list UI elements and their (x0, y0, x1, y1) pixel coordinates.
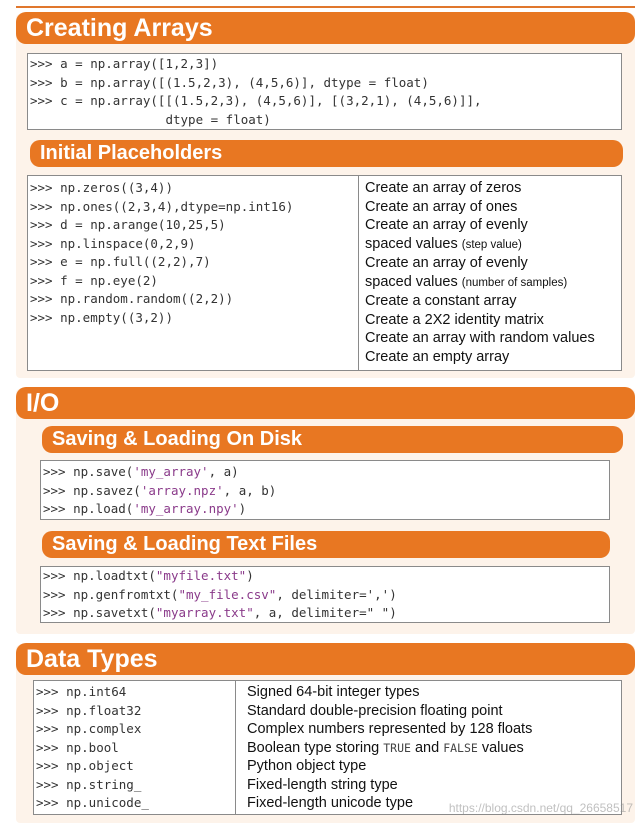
desc-complex: Complex numbers represented by 128 floats (247, 721, 533, 737)
code-line: >>> np.int64 (36, 684, 127, 699)
code-line-load (43, 500, 609, 519)
desc-arange: Create an array of evenly (365, 217, 528, 233)
desc-empty: Create an empty array (365, 348, 510, 365)
string-literal: 'my_array' (133, 464, 209, 479)
code-line: >>> np.string_ (36, 776, 142, 792)
disk-header: Saving & Loading On Disk (42, 426, 623, 453)
desc-float32: Standard double-precision floating point (247, 702, 503, 719)
desc-random: Create an array with random values (365, 330, 595, 346)
string-literal: "myfile.txt" (155, 568, 247, 583)
code-text: , a, delimiter=" ") (253, 605, 397, 620)
column-divider (358, 176, 359, 370)
code-line-loadtxt (43, 567, 609, 586)
desc-bool-false: FALSE (443, 740, 478, 755)
desc-int64: Signed 64-bit integer types (247, 684, 420, 700)
code-text: >>> np.save( (43, 464, 134, 479)
initial-placeholders-header: Initial Placeholders (30, 140, 623, 167)
desc-bool-values: values (481, 739, 524, 756)
desc-arange-cont (365, 235, 595, 255)
code-text: ) (238, 501, 247, 516)
code-line: >>> f = np.eye(2) (30, 272, 158, 288)
desc-unicode: Fixed-length unicode type (247, 795, 414, 811)
string-literal: "myarray.txt" (155, 605, 254, 620)
desc-linspace-note: (number of samples) (461, 276, 568, 289)
code-line-save (43, 463, 609, 482)
desc-arange-note: (step value) (461, 238, 522, 251)
code-line: >>> d = np.arange(10,25,5) (30, 217, 226, 232)
code-line-savetxt (43, 604, 609, 623)
desc-full: Create a constant array (365, 293, 517, 309)
desc-linspace-text: spaced values (365, 273, 458, 290)
desc-bool-true: TRUE (383, 740, 411, 755)
code-line: >>> np.random.random((2,2)) (30, 291, 234, 306)
desc-bool (247, 739, 532, 758)
text-files-header: Saving & Loading Text Files (42, 531, 610, 558)
code-text: ) (246, 568, 254, 583)
code-line: >>> a = np.array([1,2,3]) (30, 56, 219, 71)
column-divider (235, 681, 236, 814)
string-literal: "my_file.csv" (178, 586, 277, 602)
code-line: >>> e = np.full((2,2),7) (30, 254, 211, 269)
text-files-code-box (40, 566, 610, 623)
data-types-table (33, 680, 622, 815)
desc-bool-and: and (414, 739, 440, 756)
code-text: >>> np.genfromtxt( (43, 586, 179, 602)
code-line: >>> np.object (36, 758, 134, 773)
code-text: >>> np.load( (43, 501, 134, 516)
data-types-desc-column (247, 683, 532, 813)
code-line: >>> np.zeros((3,4)) (30, 180, 173, 195)
data-types-header: Data Types (16, 643, 635, 675)
code-text: >>> np.savez( (43, 482, 141, 498)
desc-ones: Create an array of ones (365, 198, 518, 215)
string-literal: 'my_array.npy' (133, 501, 239, 516)
code-line: dtype = float) (30, 111, 271, 127)
desc-bool-text: Boolean type storing (247, 739, 380, 756)
desc-linspace-cont (365, 273, 595, 293)
desc-string: Fixed-length string type (247, 776, 398, 793)
code-line-genfromtxt (43, 586, 609, 605)
code-line: >>> np.unicode_ (36, 795, 149, 810)
code-line: >>> np.empty((3,2)) (30, 309, 173, 325)
desc-eye: Create a 2X2 identity matrix (365, 311, 544, 328)
code-text: >>> np.loadtxt( (43, 568, 156, 583)
code-text: , a) (208, 464, 239, 479)
code-text: >>> np.savetxt( (43, 605, 156, 620)
code-line: >>> np.float32 (36, 702, 142, 718)
desc-zeros: Create an array of zeros (365, 180, 522, 196)
code-line: >>> np.ones((2,3,4),dtype=np.int16) (30, 198, 294, 214)
data-types-code-column (36, 683, 149, 813)
initial-placeholders-table (27, 175, 622, 371)
code-line: >>> np.linspace(0,2,9) (30, 235, 196, 251)
code-text: , delimiter=',') (276, 586, 397, 602)
code-line: >>> np.bool (36, 739, 119, 755)
string-literal: 'array.npz' (140, 482, 224, 498)
code-line: >>> c = np.array([[(1.5,2,3), (4,5,6)], [(3,2,1), (4,5,6)]], (30, 93, 482, 108)
disk-code-box (40, 460, 610, 520)
watermark: https://blog.csdn.net/qq_26658517 (448, 801, 633, 815)
code-line: >>> np.complex (36, 721, 142, 736)
code-line-savez (43, 482, 609, 501)
placeholders-code-column (30, 179, 293, 327)
desc-linspace: Create an array of evenly (365, 255, 528, 271)
top-rule (16, 0, 635, 8)
code-line: >>> b = np.array([(1.5,2,3), (4,5,6)], dtype = float) (30, 74, 429, 90)
creating-arrays-code-box (27, 53, 622, 130)
code-text: , a, b) (223, 482, 277, 498)
desc-object: Python object type (247, 758, 367, 774)
io-header: I/O (16, 387, 635, 419)
desc-arange-text: spaced values (365, 235, 458, 252)
creating-arrays-header: Creating Arrays (16, 12, 635, 44)
placeholders-desc-column (365, 179, 595, 366)
